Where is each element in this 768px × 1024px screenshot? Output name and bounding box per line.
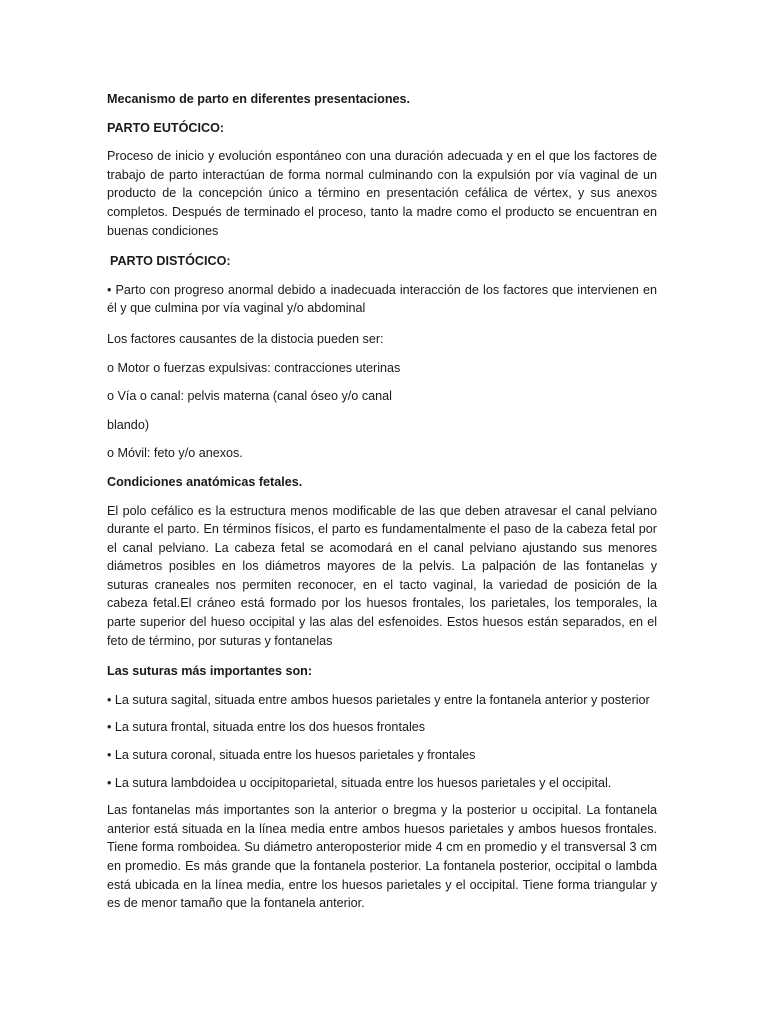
heading-parto-distocico: PARTO DISTÓCICO:: [110, 254, 231, 269]
list-item-sutura-coronal: • La sutura coronal, situada entre los huesos parietales y frontales: [107, 748, 476, 763]
list-item-sutura-sagital: • La sutura sagital, situada entre ambos huesos parietales y entre la fontanela anterior y posterior: [107, 692, 650, 707]
paragraph-parto-eutocico: Proceso de inicio y evolución espontáneo con una duración adecuada y en el que los factores de trabajo de parto interactúan de forma normal culminando con la expulsión por vía vaginal de un producto de la concepción único a término en presentación cefálica de vértex, y sus anexos completos. Después de terminado el proceso, tanto la madre como el producto se encuentran en buenas condiciones: [107, 149, 657, 238]
factor-motor: o Motor o fuerzas expulsivas: contracciones uterinas: [107, 360, 401, 375]
heading-suturas: Las suturas más importantes son:: [107, 664, 313, 679]
document-title: Mecanismo de parto en diferentes presentaciones.: [107, 92, 411, 106]
document-page: [107, 90, 657, 925]
list-item-sutura-lambdoidea: • La sutura lambdoidea u occipitoparietal, situada entre los huesos parietales y el occipital.: [107, 775, 612, 790]
bullet-parto-distocico: • Parto con progreso anormal debido a inadecuada interacción de los factores que intervienen en él y que culmina por vía vaginal y/o abdominal: [107, 282, 657, 316]
factors-intro: Los factores causantes de la distocia pueden ser:: [107, 331, 384, 346]
factor-movil: o Móvil: feto y/o anexos.: [107, 446, 243, 461]
paragraph-condiciones-fetales: El polo cefálico es la estructura menos modificable de las que deben atravesar el canal pelviano durante el parto. En términos físicos, el parto es fundamentalmente el paso de la cabeza fetal por el canal pelviano. La cabeza fetal se acomodará en el canal pelviano ajustando sus menores diámetros posibles en los diámetros mayores de la pelvis. La palpación de las fontanelas y suturas craneales nos permiten reconocer, en el tacto vaginal, la variedad de posición de la cabeza fetal.El cráneo está formado por los huesos frontales, los parietales, los temporales, la parte superior del hueso occipital y las alas del esfenoides. Estos huesos están separados, en el feto de término, por suturas y fontanelas: [107, 503, 657, 648]
heading-condiciones-fetales: Condiciones anatómicas fetales.: [107, 474, 303, 489]
factor-via-line-2: blando): [107, 417, 150, 432]
list-item-sutura-frontal: • La sutura frontal, situada entre los dos huesos frontales: [107, 720, 426, 735]
paragraph-fontanelas: Las fontanelas más importantes son la anterior o bregma y la posterior u occipital. La fontanela anterior está situada en la línea media entre ambos huesos parietales y ambos huesos frontales. Tiene forma romboidea. Su diámetro anteroposterior mide 4 cm en promedio y el transversal 3 cm en promedio. Es más grande que la fontanela posterior. La fontanela posterior, occipital o lambda está ubicada en la línea media, entre los huesos parietales y el occipital. Tiene forma triangular y es de menor tamaño que la fontanela anterior.: [107, 803, 657, 911]
factor-via-line-1: o Vía o canal: pelvis materna (canal óseo y/o canal: [107, 389, 392, 404]
heading-parto-eutocico: PARTO EUTÓCICO:: [107, 120, 225, 135]
